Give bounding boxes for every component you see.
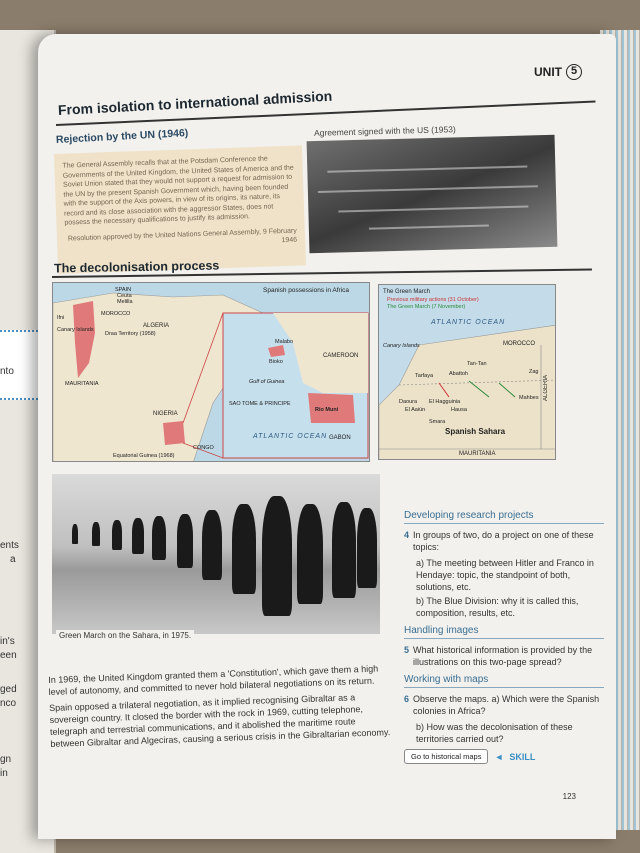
skill-label: SKILL bbox=[509, 751, 536, 762]
green-march-photo bbox=[52, 474, 380, 634]
activities-sidebar bbox=[404, 504, 604, 764]
agreement-caption: Agreement signed with the US (1953) bbox=[313, 124, 456, 138]
map-label: Zag bbox=[529, 369, 539, 375]
left-fragment: in bbox=[0, 768, 8, 779]
decolonisation-title: The decolonisation process bbox=[53, 258, 220, 276]
map-label: MAURITANIA bbox=[459, 451, 496, 457]
quote-text: The General Assembly recalls that at the Potsdam Conference the Governments of the United Kingdom, the United States of America and the Soviet Union stated that they would not support a request for admission to the UN by the present Spanish Government which, having been founded with the support of the Axis powers, in view of its origins, its nature, its record and its close association with the aggressor States, does not possess the necessary qualifications to justify its admission. bbox=[62, 155, 294, 227]
map-label: SAO TOME & PRINCIPE bbox=[229, 401, 291, 407]
activity-number: 6 bbox=[404, 694, 410, 704]
map-label: El Hagguinia bbox=[429, 399, 461, 405]
left-fragment: in's bbox=[0, 636, 15, 647]
unit-marker bbox=[534, 64, 582, 80]
map-label: Rio Muni bbox=[315, 407, 339, 413]
map-legend: Previous military actions (31 October) bbox=[387, 297, 479, 303]
map-label: Ifni bbox=[57, 315, 65, 321]
map-label: Smara bbox=[429, 419, 446, 425]
left-fragment: ged bbox=[0, 684, 17, 695]
map-legend: The Green March (7 November) bbox=[387, 304, 466, 310]
left-fragment: gn bbox=[0, 754, 12, 765]
agreement-photo bbox=[307, 135, 558, 253]
map-title: Spanish possessions in Africa bbox=[263, 287, 349, 294]
map-label: ALGERIA bbox=[543, 375, 549, 402]
activity-subitem: b) How was the decolonisation of these territories carried out? bbox=[416, 722, 573, 744]
activity-5 bbox=[404, 644, 604, 668]
africa-map bbox=[52, 282, 370, 462]
map-title: The Green March bbox=[383, 289, 431, 295]
left-fragment: een bbox=[0, 650, 17, 661]
map-label: Ceuta bbox=[117, 293, 132, 299]
map-label: ATLANTIC OCEAN bbox=[253, 433, 328, 440]
map-label: Melilla bbox=[117, 299, 133, 305]
activity-text: In groups of two, do a project on one of these topics: bbox=[413, 530, 594, 552]
map-label: Spanish Sahara bbox=[445, 427, 506, 436]
images-heading: Handling images bbox=[404, 625, 604, 639]
map-label: CAMEROON bbox=[323, 353, 359, 359]
map-label: Daoura bbox=[399, 399, 418, 405]
map-label: MOROCCO bbox=[503, 341, 535, 347]
map-label: Tarfaya bbox=[415, 373, 434, 379]
maps-heading: Working with maps bbox=[404, 674, 604, 688]
activity-4 bbox=[404, 529, 604, 553]
map-label: Draa Territory (1958) bbox=[105, 331, 156, 337]
body-paragraph: Spain opposed a trilateral negotiation, as it implied recognising Gibraltar as a sovereign country. It closed the border with the rock in 1969, cutting telephone, telegraph and terrestrial communications, and it abolished the maritime route between Gibraltar and Algeciras, causing a serious crisis in the Gibraltarian economy. bbox=[49, 692, 391, 749]
map-label: Hausa bbox=[451, 407, 467, 413]
activity-text: Observe the maps. a) Which were the Spanish colonies in Africa? bbox=[413, 694, 600, 716]
march-caption: Green March on the Sahara, in 1975. bbox=[56, 630, 194, 641]
map-label: ATLANTIC OCEAN bbox=[431, 319, 506, 326]
activity-number: 4 bbox=[404, 530, 410, 540]
map-label: Canary Islands bbox=[383, 343, 420, 349]
green-march-map bbox=[378, 284, 556, 460]
activity-6 bbox=[404, 693, 604, 717]
right-page bbox=[38, 34, 616, 839]
map-label: Abattoh bbox=[449, 371, 468, 377]
map-label: Mahbes bbox=[519, 395, 539, 401]
quote-box bbox=[54, 145, 306, 274]
map-label: GABON bbox=[329, 435, 351, 441]
map-label: El Aaiún bbox=[405, 407, 426, 413]
map-label: MOROCCO bbox=[101, 311, 131, 317]
body-text bbox=[48, 662, 391, 754]
map-label: NIGERIA bbox=[153, 411, 178, 417]
map-label: Gulf of Guinea bbox=[249, 379, 285, 385]
left-fragment: a bbox=[10, 554, 16, 565]
map-label: SPAIN bbox=[115, 287, 132, 293]
map-label: ALGERIA bbox=[143, 323, 170, 329]
page-title: From isolation to international admission bbox=[57, 87, 333, 118]
activity-number: 5 bbox=[404, 645, 410, 655]
body-paragraph: In 1969, the United Kingdom granted them a 'Constitution', which gave them a high level of autonomy, and committed to never hold bilateral negotiations on its return. bbox=[48, 663, 379, 697]
activity-subitem: a) The meeting between Hitler and Franco in Hendaye: topic, the standpoint of both, solutions, etc. bbox=[416, 558, 594, 592]
quote-source: Resolution approved by the United Nations General Assembly, 9 February 1946 bbox=[67, 227, 298, 245]
map-label: Malabo bbox=[275, 339, 294, 345]
activity-subitem: b) The Blue Division: why it is called this, composition, results, etc. bbox=[416, 596, 579, 618]
map-label: MAURITANIA bbox=[65, 381, 99, 387]
map-label: Canary Islands bbox=[57, 327, 94, 333]
skill-row bbox=[404, 749, 604, 764]
unit-label: UNIT bbox=[534, 65, 562, 79]
activity-text: What historical information is provided by the illustrations on this two-page spread? bbox=[413, 645, 593, 667]
go-to-maps-button[interactable]: Go to historical maps bbox=[404, 749, 488, 764]
left-fragment: ents bbox=[0, 540, 19, 551]
map-label: Equatorial Guinea (1968) bbox=[113, 453, 175, 459]
left-fragment: nco bbox=[0, 698, 17, 709]
map-label: Bioko bbox=[269, 359, 283, 365]
map-label: Tan-Tan bbox=[467, 361, 487, 367]
page-number: 123 bbox=[562, 792, 576, 801]
section-subtitle: Rejection by the UN (1946) bbox=[55, 127, 189, 146]
unit-number: 5 bbox=[566, 64, 582, 80]
research-heading: Developing research projects bbox=[404, 510, 604, 524]
map-label: CONGO bbox=[193, 445, 214, 451]
arrow-left-icon: ◄ bbox=[494, 751, 504, 762]
left-fragment: nto bbox=[0, 366, 14, 377]
